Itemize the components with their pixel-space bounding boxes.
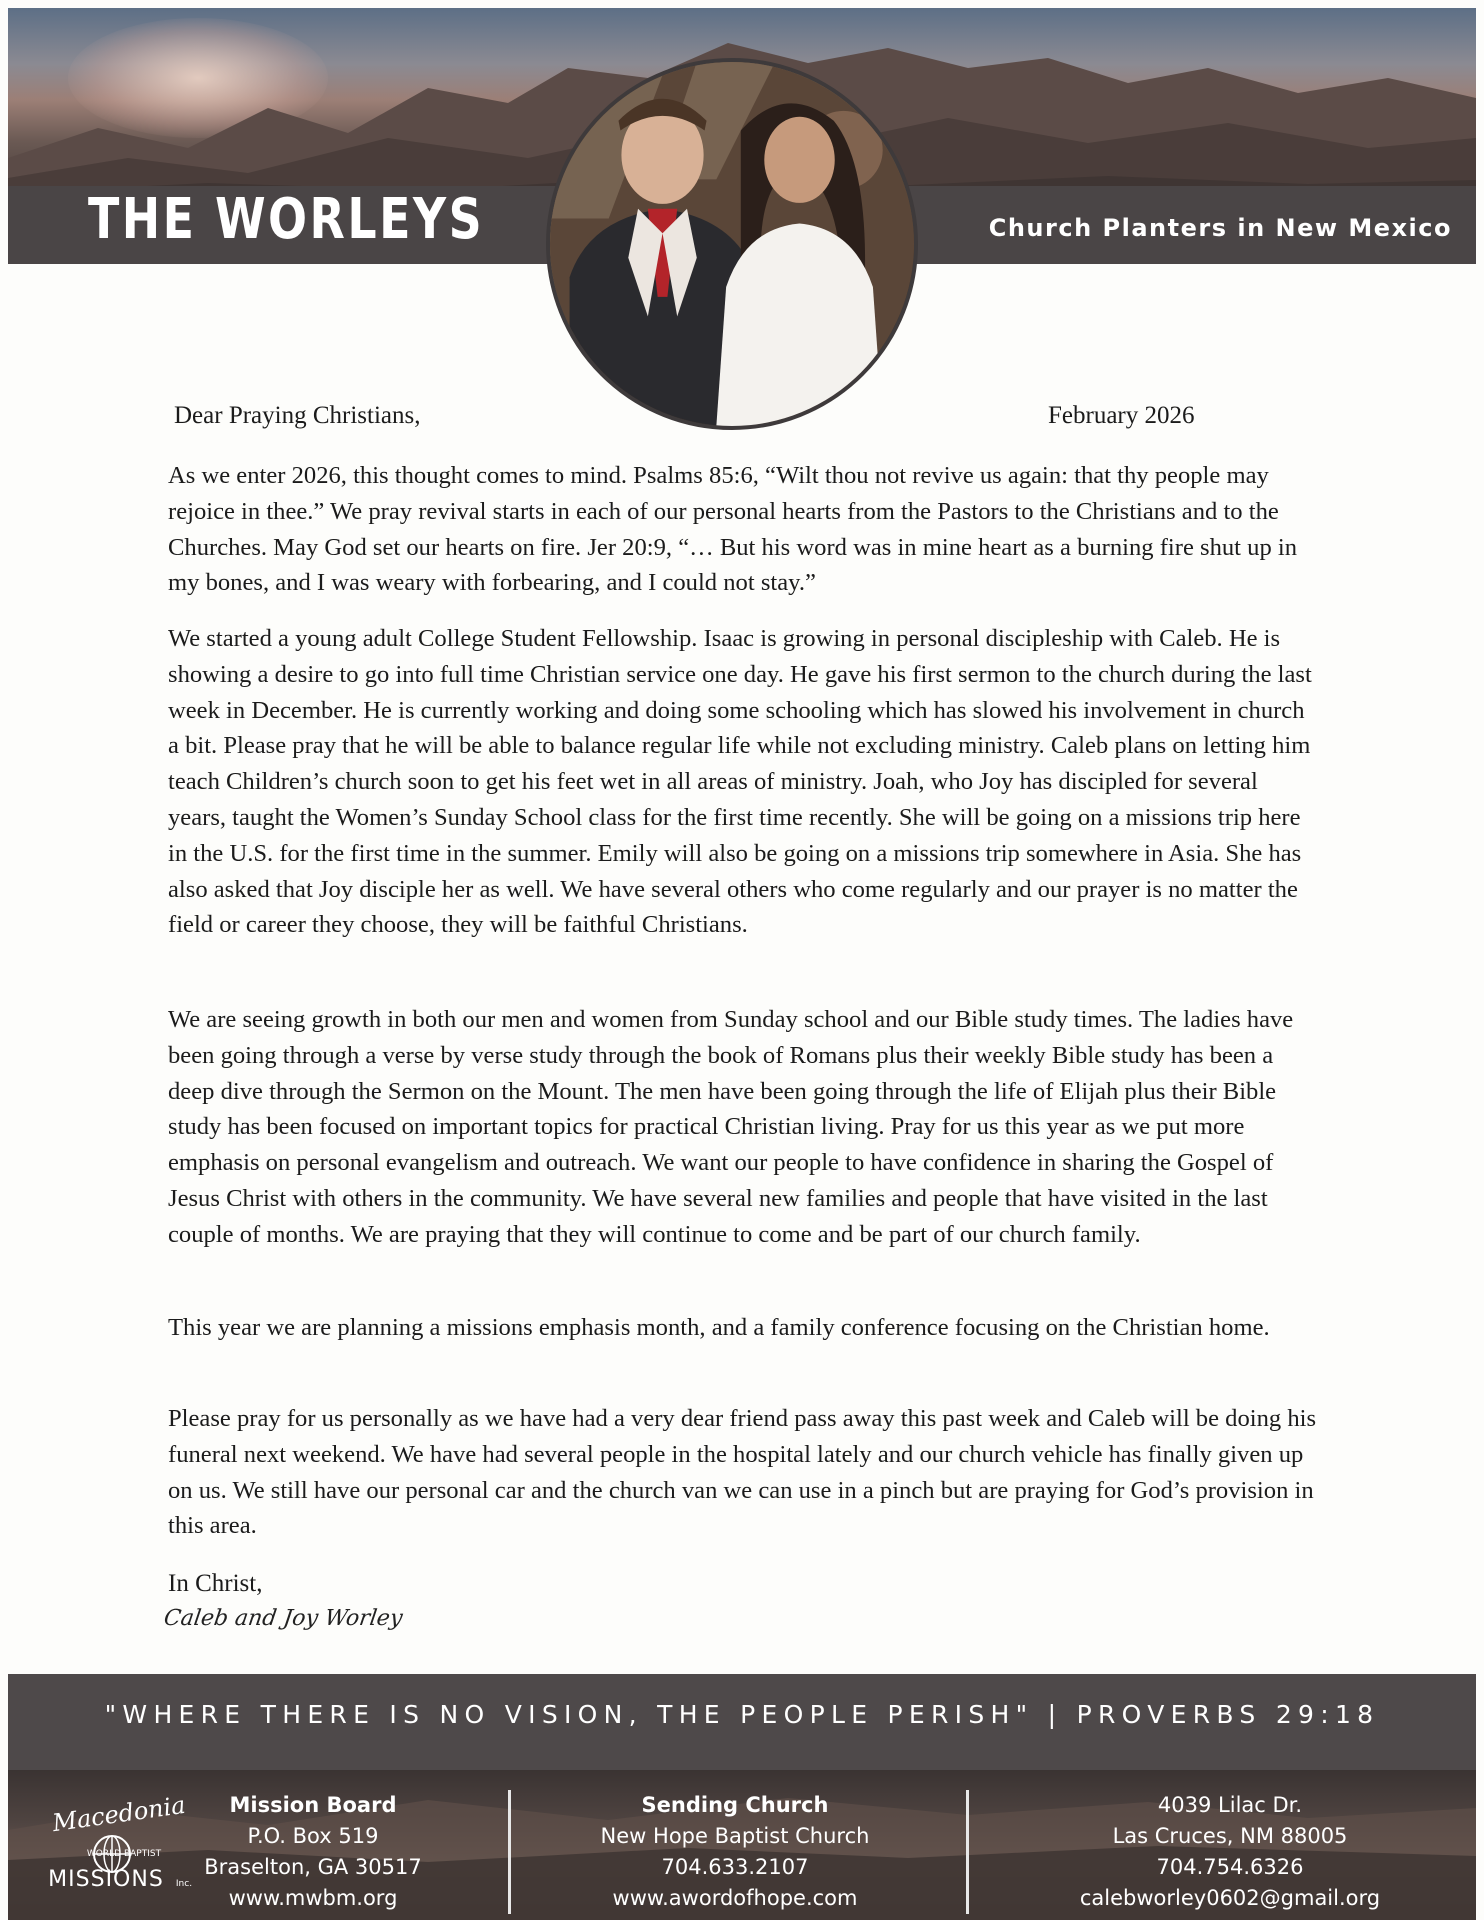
mission-board-po-box: P.O. Box 519 [247,1824,379,1848]
page-subtitle: Church Planters in New Mexico [988,214,1452,242]
contact-email-link[interactable]: calebworley0602@gmail.org [1079,1886,1381,1910]
couple-photo [546,58,918,430]
couple-photo-image [550,62,914,426]
sending-church-info [560,1790,910,1914]
paragraph-3: We are seeing growth in both our men and women from Sunday school and our Bible study times. The ladies have been going through a verse by verse study through the book of Romans plus their weekly Bible study has been a deep dive through the Sermon on the Mount. The men have been going through the life of Elijah plus their Bible study has been focused on important topics for practical Christian living. Pray for us this year as we put more emphasis on personal evangelism and outreach. We want our people to have confidence in sharing the Gospel of Jesus Christ with others in the community. We have several new families and people that have visited in the last couple of months. We are praying that they will continue to come and be part of our church family. [168,1006,1294,1248]
paragraph-4: This year we are planning a missions emphasis month, and a family conference focusing on the Christian home. [168,1314,1270,1341]
mission-board-city: Braselton, GA 30517 [204,1855,422,1879]
sending-church-website-link[interactable]: www.awordofhope.com [612,1886,858,1910]
mission-board-info [188,1790,438,1914]
sending-church-title: Sending Church [641,1793,829,1817]
mission-board-title: Mission Board [229,1793,397,1817]
paragraph-2: We started a young adult College Student Fellowship. Isaac is growing in personal discipleship with Caleb. He is showing a desire to go into full time Christian service one day. He gave his first sermon to the church during the last week in December. He is currently working and doing some schooling which has slowed his involvement in church a bit. Please pray that he will be able to balance regular life while not excluding ministry. Caleb plans on letting him teach Children’s church soon to get his feet wet in all areas of ministry. Joah, who Joy has discipled for several years, taught the Women’s Sunday School class for the first time recently. She will be going on a missions trip here in the U.S. for the first time in the summer. Emily will also be going on a missions trip somewhere in Asia. She has also asked that Joy disciple her as well. We have several others who come regularly and our prayer is no matter the field or career they choose, they will be faithful Christians. [168,625,1312,939]
contact-street: 4039 Lilac Dr. [1157,1793,1303,1817]
signature: Caleb and Joy Worley [162,1606,405,1631]
salutation: Dear Praying Christians, [174,402,421,429]
logo-line3: MISSIONS [48,1867,164,1892]
footer-divider [508,1790,511,1914]
sending-church-phone: 704.633.2107 [661,1855,809,1879]
logo-line2: WORLD BAPTIST [86,1849,162,1859]
logo-suffix: Inc. [175,1879,193,1889]
contact-city: Las Cruces, NM 88005 [1112,1824,1348,1848]
contact-info [1040,1790,1420,1914]
contact-phone: 704.754.6326 [1156,1855,1304,1879]
sending-church-name: New Hope Baptist Church [600,1824,870,1848]
mission-board-website-link[interactable]: www.mwbm.org [228,1886,398,1910]
footer-quote: "WHERE THERE IS NO VISION, THE PEOPLE PERISH" | PROVERBS 29:18 [104,1700,1380,1729]
paragraph-5: Please pray for us personally as we have had a very dear friend pass away this past week and Caleb will be doing his funeral next weekend. We have had several people in the hospital lately and our church vehicle has finally given up on us. We still have our personal car and the church van we can use in a pinch but are praying for God’s provision in this area. [168,1405,1317,1540]
globe-icon [24,1786,200,1910]
logo-name: Macedonia [50,1790,188,1838]
paragraph-1: As we enter 2026, this thought comes to mind. Psalms 85:6, “Wilt thou not revive us again: that thy people may rejoice in thee.” We pray revival starts in each of our personal hearts from the Pastors to the Christians and to the Churches. May God set our hearts on fire. Jer 20:9, “… But his word was in mine heart as a burning fire shut up in my bones, and I was weary with forbearing, and I could not stay.” [168,462,1298,597]
letter-date: February 2026 [1048,402,1195,429]
mission-logo [24,1786,200,1910]
page-title: THE WORLEYS [88,187,485,252]
footer-divider [966,1790,969,1914]
closing: In Christ, [168,1570,263,1597]
